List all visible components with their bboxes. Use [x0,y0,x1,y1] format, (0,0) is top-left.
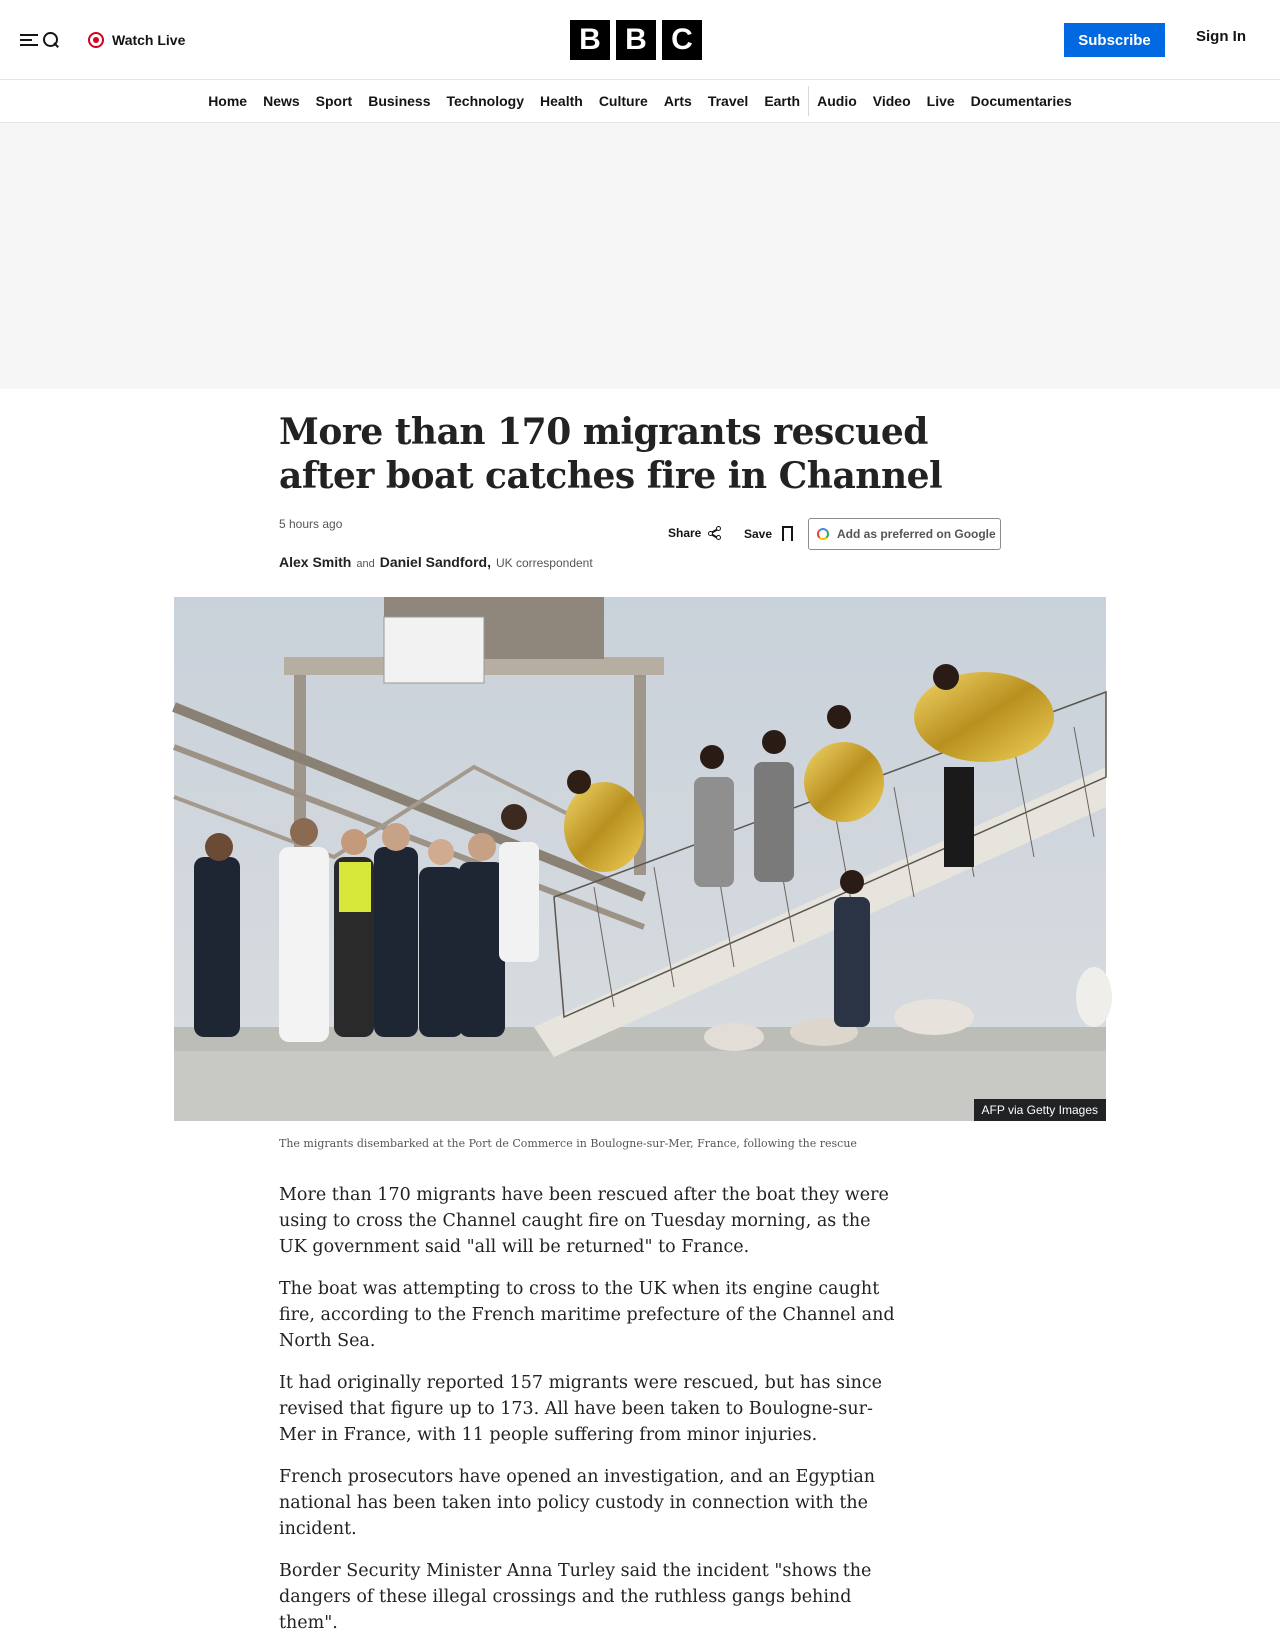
search-icon [42,31,60,49]
author-name[interactable]: Daniel Sandford, [379,554,491,570]
article-timestamp: 5 hours ago [279,517,343,531]
share-icon [708,526,722,540]
menu-search-button[interactable] [20,28,62,52]
image-credit: AFP via Getty Images [974,1099,1107,1121]
google-preferred-label: Add as preferred on Google [837,527,996,541]
logo-block: B [616,20,656,60]
nav-item-video[interactable]: Video [872,92,911,109]
save-label: Save [744,526,773,541]
logo-block: B [570,20,610,60]
nav-item-sport[interactable]: Sport [315,92,353,109]
bookmark-icon [782,526,793,541]
share-label: Share [668,526,702,540]
nav-item-travel[interactable]: Travel [707,92,749,109]
nav-item-business[interactable]: Business [368,92,431,109]
watch-live-link[interactable] [88,28,185,52]
article-paragraph: The boat was attempting to cross to the UK when its engine caught fire, according to the French maritime prefecture of the Channel and North Sea. [279,1279,895,1351]
nav-item-news[interactable]: News [263,92,300,109]
google-icon [817,528,829,540]
article-headline: More than 170 migrants rescued after boat catches fire in Channel [279,411,943,497]
article-body [279,1182,899,1652]
watch-live-label: Watch Live [112,32,186,48]
google-preferred-button[interactable] [808,518,1001,550]
hero-photo-illustration [174,597,1106,1121]
nav-item-arts[interactable]: Arts [663,92,692,109]
nav-item-live[interactable]: Live [926,92,955,109]
byline [279,554,593,570]
bbc-logo[interactable] [570,20,702,60]
nav-item-health[interactable]: Health [540,92,583,109]
article-paragraph: French prosecutors have opened an investigation, and an Egyptian national has been taken into policy custody in connection with the incident. [279,1467,876,1539]
live-icon [88,32,104,48]
author-joiner: and [356,558,375,570]
nav-item-audio[interactable]: Audio [817,92,857,109]
article-paragraph: Border Security Minister Anna Turley said the incident "shows the dangers of these illegal crossings and the ruthless gangs behind them". [279,1561,872,1633]
nav-item-technology[interactable]: Technology [446,92,525,109]
author-role: UK correspondent [495,556,593,570]
nav-item-culture[interactable]: Culture [598,92,648,109]
article-paragraph: It had originally reported 157 migrants were rescued, but has since revised that figure up to 173. All have been taken to Boulogne-sur-Mer in France, with 11 people suffering from minor injuries. [279,1373,883,1445]
nav-item-documentaries[interactable]: Documentaries [970,92,1072,109]
logo-block: C [662,20,702,60]
subscribe-button[interactable]: Subscribe [1064,23,1165,57]
nav-item-home[interactable]: Home [208,92,248,109]
sign-in-link[interactable]: Sign In [1196,28,1246,45]
ad-slot [0,123,1280,389]
article-paragraph: More than 170 migrants have been rescued after the boat they were using to cross the Channel caught fire on Tuesday morning, as the UK government said "all will be returned" to France. [279,1185,889,1257]
main-nav [0,80,1280,123]
save-button[interactable] [744,526,793,541]
share-button[interactable] [668,526,722,540]
top-bar [0,0,1280,80]
author-name[interactable]: Alex Smith [279,554,352,570]
hero-image [174,597,1106,1121]
menu-icon [20,32,38,48]
image-caption: The migrants disembarked at the Port de Commerce in Boulogne-sur-Mer, France, following the rescue [279,1137,857,1150]
nav-item-earth[interactable]: Earth [764,92,801,109]
